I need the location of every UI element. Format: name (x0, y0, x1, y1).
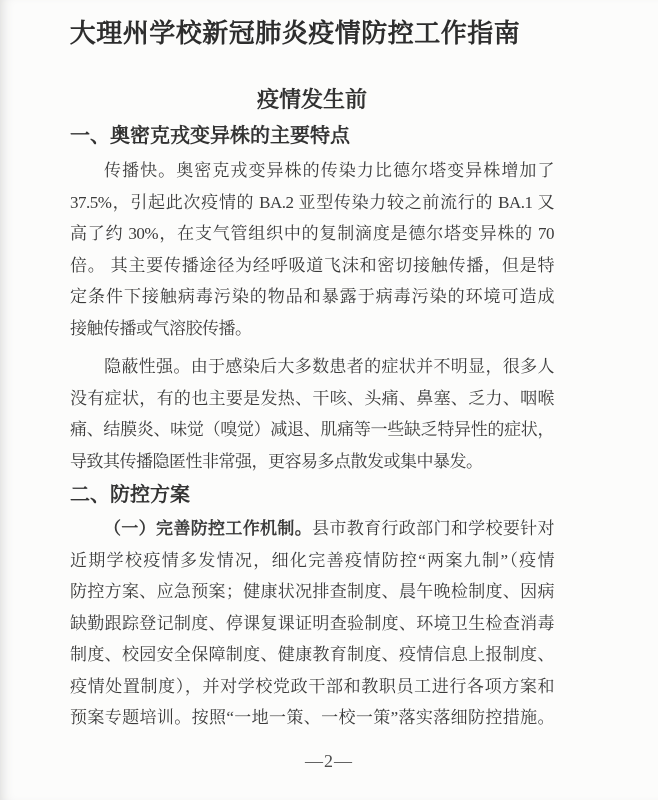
text-line: 痛、结膜炎、味觉（嗅觉）减退、肌痛等一些缺乏特异性的症状， (70, 420, 554, 439)
paragraph-transmission (70, 155, 554, 344)
text-line: 导致其传播隐匿性非常强，更容易多点散发或集中暴发。 (70, 451, 483, 471)
text-line: 传播快。奥密克戎变异株的传染力比德尔塔变异株增加了 (104, 161, 554, 180)
text-line (70, 513, 554, 545)
text-line: 倍。 其主要传播途径为经呼吸道飞沫和密切接触传播，但是特 (70, 255, 554, 275)
text-run: 县市教育行政部门和学校要针对 (312, 519, 555, 538)
text-line: 疫情处置制度），并对学校党政干部和教职员工进行各项方案和 (70, 676, 554, 696)
text-line: 预案专题培训。按照“一地一策、一校一策”落实落细防控措施。 (70, 708, 554, 727)
text-line: 隐蔽性强。由于感染后大多数患者的症状并不明显，很多人 (104, 357, 554, 376)
text-line: 定条件下接触病毒污染的物品和暴露于病毒污染的环境可造成 (70, 287, 554, 306)
paragraph-lead: （一）完善防控工作机制。 (104, 519, 313, 538)
text-line: 接触传播或气溶胶传播。 (70, 318, 252, 338)
page-number: —2— (305, 751, 353, 771)
text-line: 高了约 30%，在支气管组织中的复制滴度是德尔塔变异株的 70 (70, 224, 554, 243)
text-line: 缺勤跟踪登记制度、停课复课证明查验制度、环境卫生检查消毒 (70, 613, 554, 633)
stage-heading: 疫情发生前 (256, 87, 367, 112)
paragraph-mechanism (70, 513, 554, 734)
section-heading-1: 一、奥密克戎变异株的主要特点 (70, 125, 350, 147)
text-line: 制度、校园安全保障制度、健康教育制度、疫情信息上报制度、 (70, 645, 554, 664)
text-line: 没有症状，有的也主要是发热、干咳、头痛、鼻塞、乏力、咽喉 (70, 388, 554, 408)
text-line: 近期学校疫情多发情况，细化完善疫情防控“两案九制”（疫情 (70, 550, 554, 570)
document-title: 大理州学校新冠肺炎疫情防控工作指南 (69, 19, 521, 48)
paragraph-concealment (70, 351, 554, 477)
section-heading-2: 二、防控方案 (70, 484, 190, 506)
text-line: 37.5%，引起此次疫情的 BA.2 亚型传染力较之前流行的 BA.1 又 (70, 192, 554, 212)
text-line: 防控方案、应急预案；健康状况排查制度、晨午晚检制度、因病 (70, 582, 554, 601)
